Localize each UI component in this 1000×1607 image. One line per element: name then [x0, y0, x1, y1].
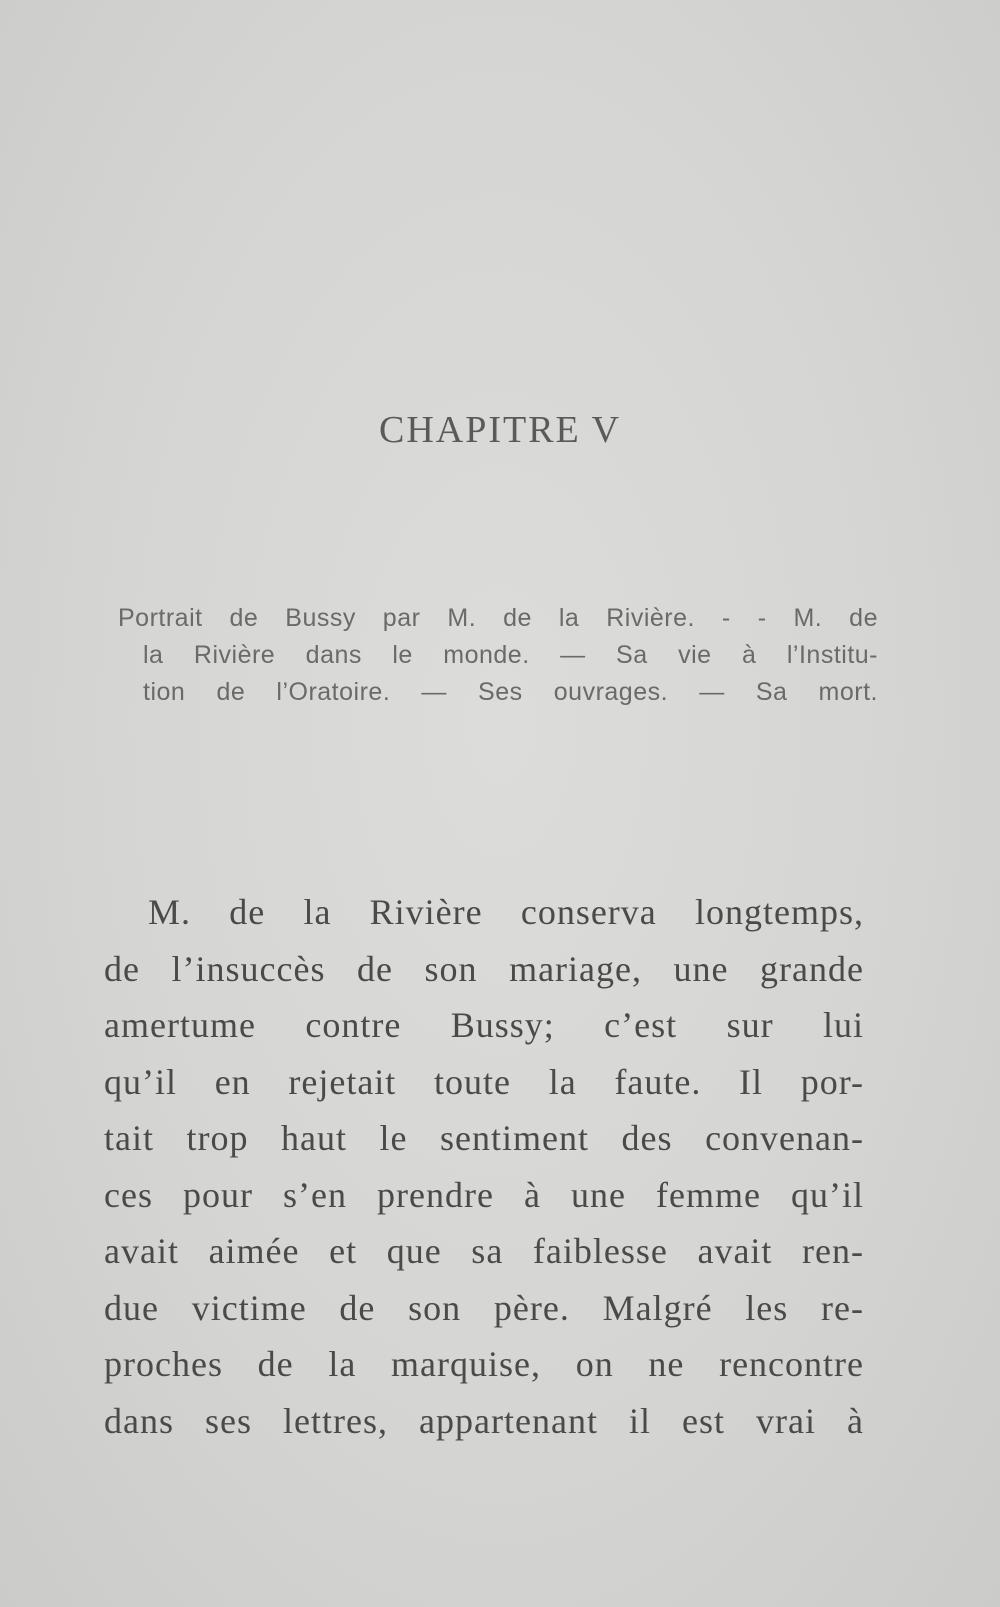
body-line: ces pour s’en prendre à une femme qu’il — [104, 1174, 864, 1215]
body-line: amertume contre Bussy; c’est sur lui — [104, 1005, 864, 1045]
body-line: de l’insuccès de son mariage, une grande — [104, 948, 864, 989]
body-line: due victime de son père. Malgré les re- — [104, 1287, 864, 1328]
summary-line: tion de l’Oratoire. — Ses ouvrages. — Sa mort. — [143, 678, 878, 706]
body-line: tait trop haut le sentiment des convenan- — [104, 1118, 864, 1158]
body-line: proches de la marquise, on ne rencontre — [104, 1344, 864, 1384]
chapter-summary — [118, 600, 878, 711]
chapter-title: CHAPITRE V — [378, 409, 622, 451]
summary-line: Portrait de Bussy par M. de la Rivière. - - M. de — [118, 604, 878, 632]
body-line: M. de la Rivière conserva longtemps, — [148, 892, 864, 932]
summary-line: la Rivière dans le monde. — Sa vie à l’Institu- — [143, 641, 878, 669]
body-line: qu’il en rejetait toute la faute. Il por- — [104, 1061, 864, 1102]
body-line: avait aimée et que sa faiblesse avait ren- — [104, 1231, 864, 1271]
body-line: dans ses lettres, appartenant il est vrai à — [104, 1400, 864, 1441]
body-paragraph — [104, 884, 864, 1449]
